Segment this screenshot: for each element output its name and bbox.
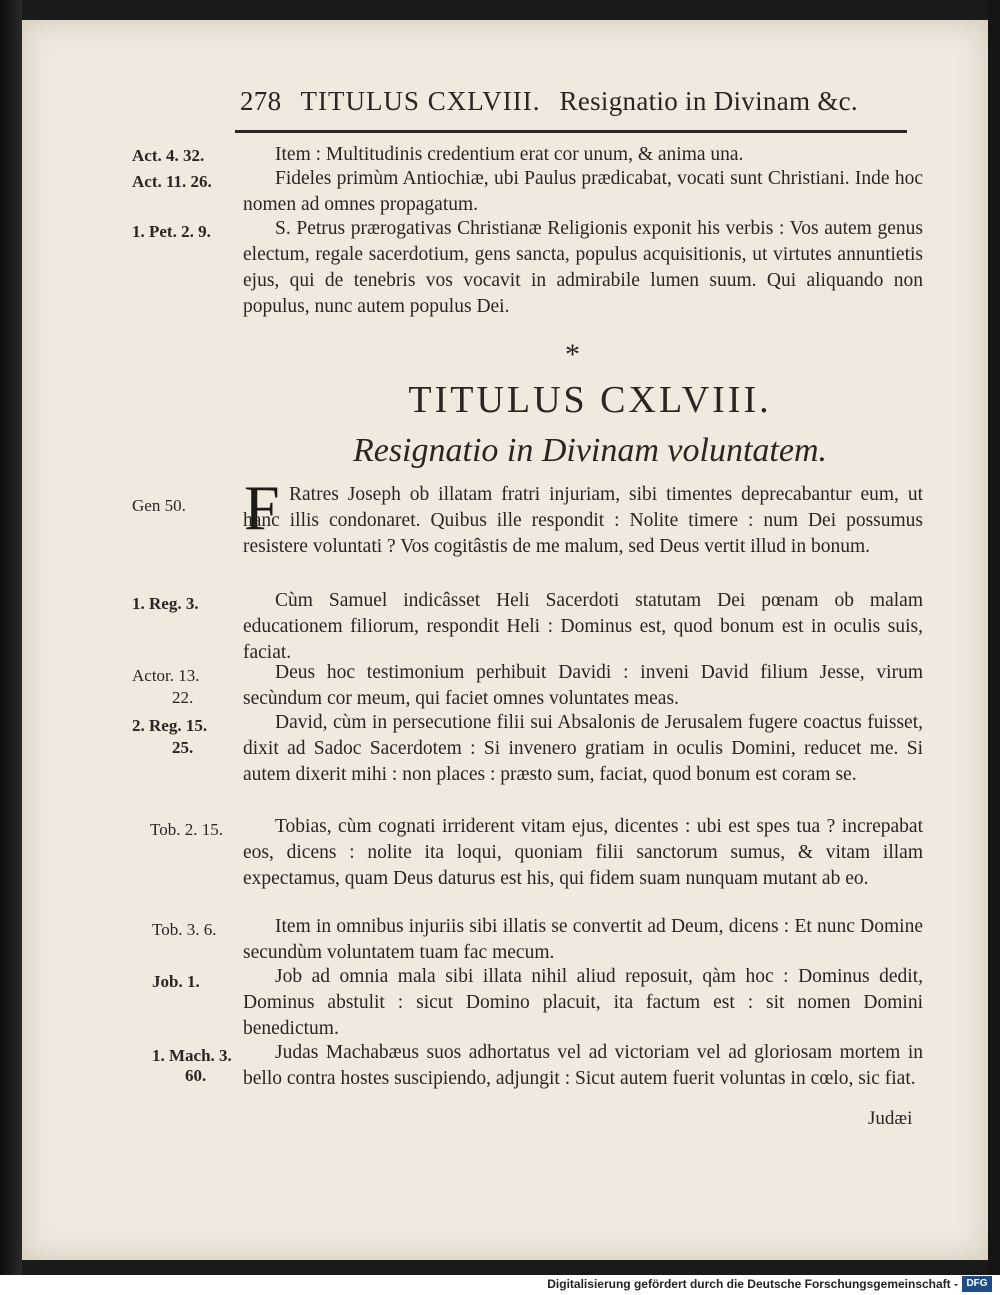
paragraph: [243, 710, 923, 788]
margin-reference: Gen 50.: [132, 496, 186, 515]
paragraph: [243, 964, 923, 1042]
paragraph: [243, 482, 923, 560]
margin-reference: 1. Reg. 3.: [132, 594, 199, 613]
paragraph: [243, 216, 923, 320]
margin-reference: Act. 11. 26.: [132, 172, 212, 191]
paragraph-text: S. Petrus prærogativas Christianæ Religionis exponit his verbis : Vos autem genus electum, regale sacerdotium, gens sancta, populus acquisitionis, ut virtutes annuntietis ejus, qui de tenebris vos vocavit in admirabile lumen suum. Qui aliquando non populus, nunc autem populus Dei.: [243, 218, 923, 317]
margin-reference-line2: 25.: [172, 738, 194, 757]
section-subtitle: Resignatio in Divinam voluntatem.: [352, 432, 828, 469]
margin-reference: 1. Mach. 3.: [152, 1046, 232, 1065]
running-header: [240, 86, 920, 130]
paragraph-text: Deus hoc testimonium perhibuit Davidi : inveni David filium Jesse, virum secùndum cor meum, qui faciet omnes voluntates meas.: [243, 662, 923, 709]
margin-reference: Job. 1.: [152, 972, 200, 991]
margin-reference-line2: 60.: [185, 1066, 207, 1085]
book-edge: [988, 0, 1000, 1275]
paragraph-text: Ratres Joseph ob illatam fratri injuriam, sibi timentes deprecabantur eum, ut hanc illis condonaret. Quibus ille respondit : Nolite timere : num Dei possumus resistere voluntati ? Vos cogitâstis de me malum, sed Deus vertit illud in bonum.: [243, 484, 923, 557]
running-title: TITULUS CXLVIII.: [300, 86, 541, 116]
paragraph-text: Fideles primùm Antiochiæ, ubi Paulus prædicabat, vocati sunt Christiani. Inde hoc nomen ad omnes propagatum.: [243, 168, 923, 215]
paragraph-text: Cùm Samuel indicâsset Heli Sacerdoti statutam Dei pœnam ob malam educationem filiorum, respondit Heli : Dominus est, quod bonum est in oculis suis, faciat.: [243, 590, 923, 663]
funding-credit: Digitalisierung gefördert durch die Deutsche Forschungsgemeinschaft -: [547, 1277, 958, 1291]
footer-bar: [0, 1275, 1000, 1295]
section-asterisk: *: [565, 338, 580, 371]
paragraph-text: David, cùm in persecutione filii sui Absalonis de Jerusalem fugere coactus fuisset, dixit ad Sadoc Sacerdotem : Si invenero gratiam in oculis Domini, reducet me. Si autem dixerit mihi : non places : præsto sum, faciat, quod bonum est coram se.: [243, 712, 923, 785]
paragraph-text: Item in omnibus injuriis sibi illatis se convertit ad Deum, dicens : Et nunc Domine secundùm voluntatem tuam fac mecum.: [243, 916, 923, 963]
margin-reference: Tob. 3. 6.: [152, 920, 217, 939]
paragraph-text: Judas Machabæus suos adhortatus vel ad victoriam vel ad gloriosam mortem in bello contra hostes suscipiendo, adjungit : Sicut autem fuerit voluntas in cœlo, sic fiat.: [243, 1042, 923, 1089]
section-title: TITULUS CXLVIII.: [408, 379, 772, 421]
margin-reference-line2: 22.: [172, 688, 194, 707]
drop-cap: F: [244, 472, 280, 543]
margin-reference: 1. Pet. 2. 9.: [132, 222, 211, 241]
margin-reference: Actor. 13.: [132, 666, 200, 685]
running-subtitle: Resignatio in Divinam &c.: [559, 86, 858, 116]
paragraph: [243, 1040, 923, 1092]
margin-reference: Act. 4. 32.: [132, 146, 205, 165]
catchword: Judæi: [868, 1108, 913, 1129]
paragraph: [243, 814, 923, 892]
paragraph: [243, 588, 923, 666]
paragraph: [243, 660, 923, 712]
dfg-logo-icon: DFG: [962, 1276, 992, 1292]
paragraph: [243, 914, 923, 966]
book-spine: [0, 0, 22, 1275]
header-rule: [235, 130, 907, 133]
margin-reference: Tob. 2. 15.: [150, 820, 223, 839]
paragraph-text: Tobias, cùm cognati irriderent vitam ejus, dicentes : ubi est spes tua ? increpabat eos, dicens : nolite ita loqui, quoniam filii sanctorum sumus, & vitam illam expectamus, quam Deus daturus est his, qui fidem suam nunquam mutant ab eo.: [243, 816, 923, 889]
margin-reference: 2. Reg. 15.: [132, 716, 208, 735]
paragraph-text: Item : Multitudinis credentium erat cor unum, & anima una.: [275, 144, 744, 165]
paragraph: [243, 142, 923, 168]
page-number: 278: [240, 86, 282, 116]
paragraph-text: Job ad omnia mala sibi illata nihil aliud reposuit, qàm hoc : Dominus dedit, Dominus abstulit : sicut Domino placuit, ita factum est : sit nomen Domini benedictum.: [243, 966, 923, 1039]
paragraph: [243, 166, 923, 218]
